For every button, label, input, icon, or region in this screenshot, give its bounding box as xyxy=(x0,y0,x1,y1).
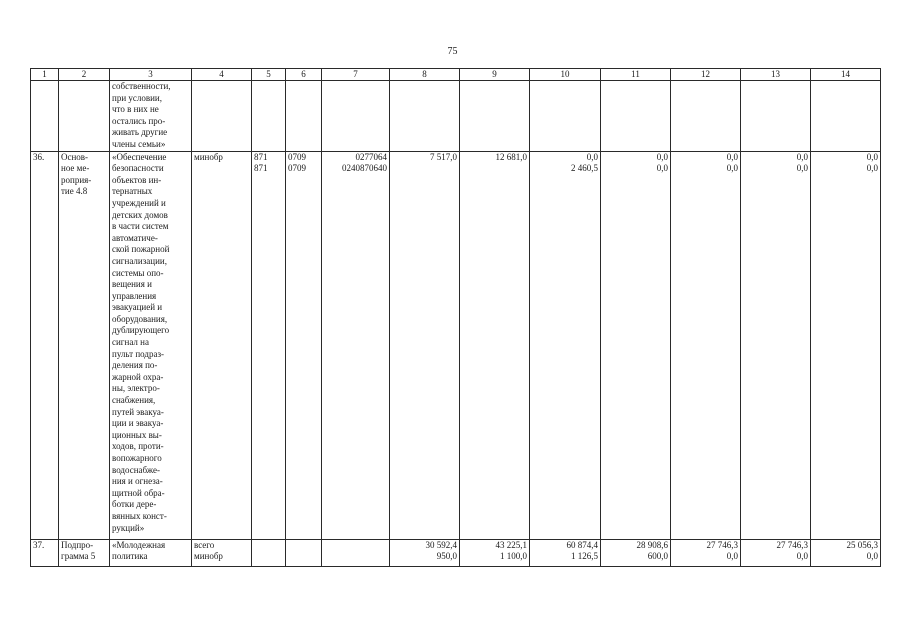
value-cell xyxy=(252,539,286,566)
value-cell xyxy=(741,81,811,152)
value-cell: 7 517,0 xyxy=(390,151,460,539)
value-cell xyxy=(252,81,286,152)
row-number-cell: 37. xyxy=(31,539,59,566)
value-cell xyxy=(601,81,671,152)
description-cell: «Обеспечение безопасности объектов ин- тернатных учреждений и детских домов в части систем автоматиче- ской пожарной сигнализации, системы опо- вещения и управления эвакуацией и оборудования, дублирующего сигнал на пульт подраз- деления по- жарной охра- ны, электро- снабжения, путей эвакуа- ции и эвакуа- ционных вы- ходов, проти- вопожарного водоснабже- ния и огнеза- щитной обра- ботки дере- вянных конст- рукций» xyxy=(110,151,192,539)
value-cell: 0277064 0240870640 xyxy=(322,151,390,539)
value-cell: 28 908,6 600,0 xyxy=(601,539,671,566)
value-cell xyxy=(671,81,741,152)
value-cell: 27 746,3 0,0 xyxy=(741,539,811,566)
budget-table xyxy=(30,68,881,567)
value-cell: минобр xyxy=(192,151,252,539)
measure-name-cell: Основ- ное ме- роприя- тие 4.8 xyxy=(59,151,110,539)
column-header: 9 xyxy=(460,69,530,81)
page-number: 75 xyxy=(447,46,458,57)
value-cell: 871 871 xyxy=(252,151,286,539)
header-row xyxy=(31,69,881,81)
value-cell: 0,0 0,0 xyxy=(741,151,811,539)
row-number-cell xyxy=(31,81,59,152)
value-cell: всего минобр xyxy=(192,539,252,566)
value-cell: 27 746,3 0,0 xyxy=(671,539,741,566)
value-cell: 0,0 0,0 xyxy=(671,151,741,539)
column-header: 5 xyxy=(252,69,286,81)
value-cell: 0,0 0,0 xyxy=(601,151,671,539)
value-cell: 0,0 2 460,5 xyxy=(530,151,601,539)
measure-name-cell xyxy=(59,81,110,152)
row-number-cell: 36. xyxy=(31,151,59,539)
column-header: 10 xyxy=(530,69,601,81)
column-header: 12 xyxy=(671,69,741,81)
value-cell xyxy=(460,81,530,152)
value-cell xyxy=(390,81,460,152)
value-cell: 43 225,1 1 100,0 xyxy=(460,539,530,566)
value-cell: 12 681,0 xyxy=(460,151,530,539)
column-header: 13 xyxy=(741,69,811,81)
description-cell: «Молодежная политика xyxy=(110,539,192,566)
value-cell: 25 056,3 0,0 xyxy=(811,539,881,566)
table-row xyxy=(31,539,881,566)
column-header: 7 xyxy=(322,69,390,81)
value-cell xyxy=(811,81,881,152)
column-header: 6 xyxy=(286,69,322,81)
measure-name-cell: Подпро- грамма 5 xyxy=(59,539,110,566)
value-cell: 30 592,4 950,0 xyxy=(390,539,460,566)
description-cell: собственности, при условии, что в них не остались про- живать другие члены семьи» xyxy=(110,81,192,152)
value-cell: 60 874,4 1 126,5 xyxy=(530,539,601,566)
column-header: 8 xyxy=(390,69,460,81)
value-cell xyxy=(286,81,322,152)
value-cell xyxy=(530,81,601,152)
table-row xyxy=(31,81,881,152)
value-cell: 0,0 0,0 xyxy=(811,151,881,539)
column-header: 2 xyxy=(59,69,110,81)
column-header: 4 xyxy=(192,69,252,81)
value-cell xyxy=(192,81,252,152)
value-cell: 0709 0709 xyxy=(286,151,322,539)
table-row xyxy=(31,151,881,539)
column-header: 3 xyxy=(110,69,192,81)
column-header: 11 xyxy=(601,69,671,81)
value-cell xyxy=(286,539,322,566)
value-cell xyxy=(322,539,390,566)
column-header: 14 xyxy=(811,69,881,81)
value-cell xyxy=(322,81,390,152)
column-header: 1 xyxy=(31,69,59,81)
